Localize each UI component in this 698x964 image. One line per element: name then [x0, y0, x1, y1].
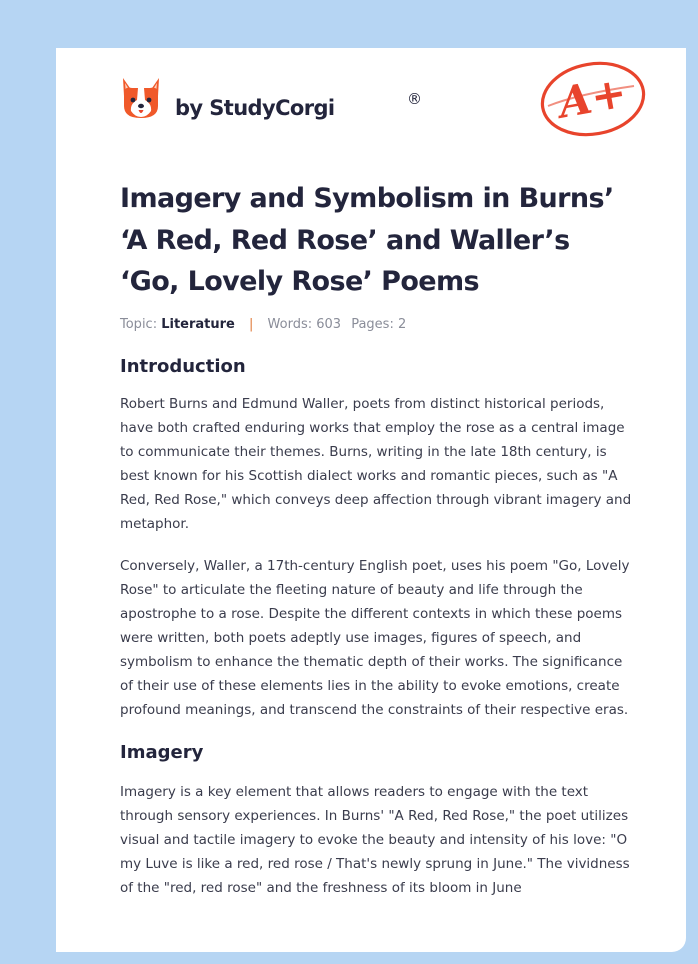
registered-mark: ® [407, 90, 422, 108]
paragraph: Conversely, Waller, a 17th-century English poet, uses his poem "Go, Lovely Rose" to articulate the fleeting nature of beauty and life through the apostrophe to a rose. Despite the different contexts in which these poems were written, both poets adeptly use images, figures of speech, and symbolism to enhance the thematic depth of their works. The significance of their use of these elements lies in the ability to evoke emotions, create profound meanings, and transcend the constraints of their respective eras. [120, 557, 630, 718]
document-page [56, 48, 686, 952]
corgi-logo-icon [120, 76, 162, 120]
paragraph: Robert Burns and Edmund Waller, poets from distinct historical periods, have both crafted enduring works that employ the rose as a central image to communicate their themes. Burns, writing in the late 18th century, is best known for his Scottish dialect works and romantic pieces, such as "A Red, Red Rose," which conveys deep affection through vibrant imagery and metaphor. [120, 395, 632, 532]
paragraph: Imagery is a key element that allows readers to engage with the text through sensory experiences. In Burns' "A Red, Red Rose," the poet utilizes visual and tactile imagery to evoke the beauty and intensity of his love: "O my Luve is like a red, red rose / That's newly sprung in June." The vividness of the "red, red rose" and the freshness of its bloom in June [120, 783, 630, 896]
grade-text: A+ [554, 67, 631, 128]
meta-separator: | [249, 316, 254, 332]
section-heading-imagery: Imagery [120, 741, 204, 763]
word-count: Words: 603 [267, 316, 342, 332]
topic-label: Topic: [120, 316, 158, 332]
brand-name: by StudyCorgi [175, 96, 335, 120]
topic-link[interactable]: Literature [161, 316, 235, 332]
article-content [120, 178, 632, 900]
a-plus-grade-icon [538, 60, 648, 140]
page-count: Pages: 2 [351, 316, 407, 332]
section-heading-introduction: Introduction [120, 355, 246, 377]
article-title: Imagery and Symbolism in Burns’ ‘A Red, Red Rose’ and Waller’s ‘Go, Lovely Rose’ Poems [120, 183, 614, 297]
article-meta [120, 317, 632, 332]
